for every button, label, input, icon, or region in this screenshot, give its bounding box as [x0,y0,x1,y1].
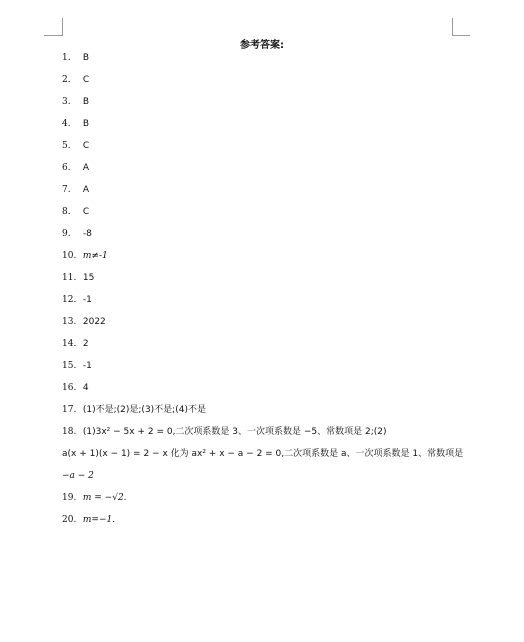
answer-number: 6. [62,163,71,173]
answer-text: 2 [82,339,89,349]
answer-text: C [82,75,90,85]
answer-number: 9. [62,229,71,239]
answer-text: -1 [82,361,92,371]
answer-text: m≠-1 [82,251,108,261]
answer-number: 11. [62,273,77,283]
answer-row [62,96,462,108]
answer-row [62,316,462,328]
answer-number: 15. [62,361,77,371]
corner-mark-top-left-vertical [62,18,63,36]
answer-row [62,426,462,438]
answer-number: 13. [62,317,77,327]
answer-text: B [82,97,90,107]
answer-text: −a − 2 [62,471,94,481]
answer-row [62,250,462,262]
answer-text: A [82,185,90,195]
answer-number: 3. [62,97,71,107]
answer-number: 4. [62,119,71,129]
answer-text: (1)3x² − 5x + 2 = 0,二次项系数是 3、一次项系数是 −5、常数项是 2;(2) [82,427,387,437]
answer-text: 15 [82,273,95,283]
answer-row [62,272,462,284]
answer-text: 2022 [82,317,106,327]
answer-text: B [82,53,90,63]
answer-row [62,338,462,350]
answer-text: 4 [82,383,89,393]
answer-text: C [82,207,90,217]
answer-number: 18. [62,427,77,437]
answer-number: 1. [62,53,71,63]
answer-text: a(x + 1)(x − 1) = 2 − x 化为 ax² + x − a − 2 = 0,二次项系数是 a、一次项系数是 1、常数项是 [62,449,464,459]
answer-number: 8. [62,207,71,217]
answer-number: 17. [62,405,77,415]
page-title: 参考答案: [240,40,284,51]
answer-text: (1)不是;(2)是;(3)不是;(4)不是 [82,405,206,415]
answer-row [62,228,462,240]
answer-row [62,74,462,86]
answer-row [62,492,462,504]
answer-list [62,52,462,536]
corner-mark-top-right-vertical [452,18,453,36]
answer-text: A [82,163,90,173]
answer-number: 7. [62,185,71,195]
answer-row [62,404,462,416]
answer-row [62,382,462,394]
answer-text: -1 [82,295,92,305]
answer-number: 19. [62,493,77,503]
answer-row [62,206,462,218]
answer-number: 5. [62,141,71,151]
answer-number: 16. [62,383,77,393]
answer-text: -8 [82,229,92,239]
answer-number: 20. [62,515,77,525]
answer-number: 10. [62,251,77,261]
answer-row [62,360,462,372]
answer-row [62,184,462,196]
answer-continuation [62,448,462,460]
answer-text: m = −√2. [82,493,127,503]
answer-row [62,514,462,526]
answer-row [62,140,462,152]
answer-text: C [82,141,90,151]
answer-text: m=−1. [82,515,116,525]
answer-row [62,294,462,306]
answer-number: 2. [62,75,71,85]
answer-continuation [62,470,462,482]
answer-text: B [82,119,90,129]
answer-row [62,52,462,64]
answer-number: 14. [62,339,77,349]
answer-row [62,162,462,174]
answer-row [62,118,462,130]
answer-number: 12. [62,295,77,305]
